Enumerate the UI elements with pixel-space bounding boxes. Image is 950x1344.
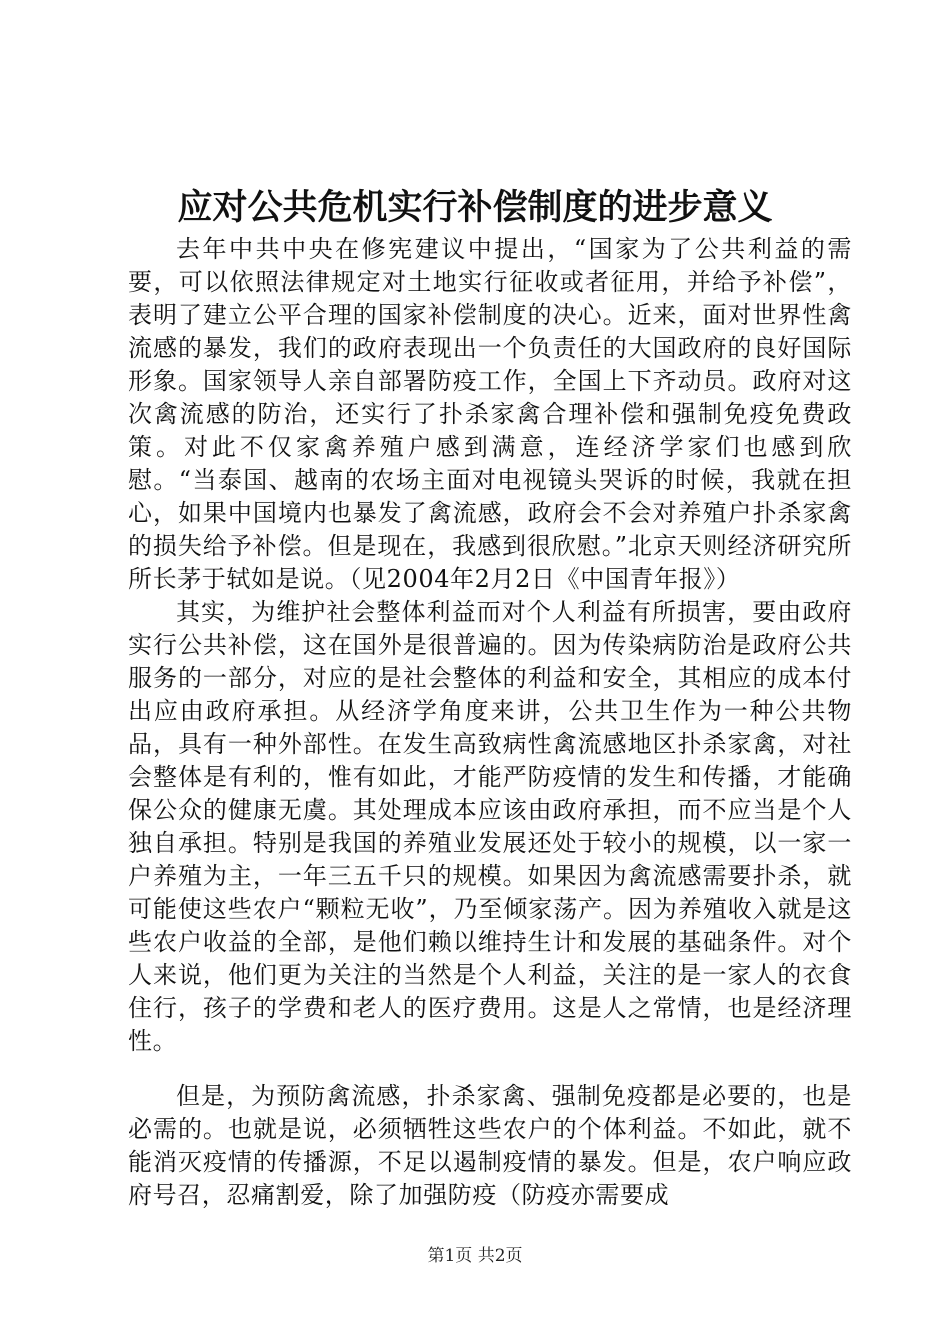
document-body (128, 233, 852, 1212)
paragraph-1: 去年中共中央在修宪建议中提出，“国家为了公共利益的需要，可以依照法律规定对土地实行征收或者征用，并给予补偿”，表明了建立公平合理的国家补偿制度的决心。近来，面对世界性禽流感的暴发，我们的政府表现出一个负责任的大国政府的良好国际形象。国家领导人亲自部署防疫工作，全国上下齐动员。政府对这次禽流感的防治，还实行了扑杀家禽合理补偿和强制免疫免费政策。对此不仅家禽养殖户感到满意，连经济学家们也感到欣慰。“当泰国、越南的农场主面对电视镜头哭诉的时候，我就在担心，如果中国境内也暴发了禽流感，政府会不会对养殖户扑杀家禽的损失给予补偿。但是现在，我感到很欣慰。”北京天则经济研究所所长茅于轼如是说。（见2004年2月2日《中国青年报》） (128, 235, 852, 593)
paragraph-3: 但是，为预防禽流感，扑杀家禽、强制免疫都是必要的，也是必需的。也就是说，必须牺牲这些农户的个体利益。不如此，就不能消灭疫情的传播源，不足以遏制疫情的暴发。但是，农户响应政府号召，忍痛割爱，除了加强防疫（防疫亦需要成 (128, 1082, 852, 1209)
page-number: 第1页 共2页 (427, 1246, 523, 1266)
document-title: 应对公共危机实行补偿制度的进步意义 (177, 187, 773, 228)
paragraph-2: 其实，为维护社会整体利益而对个人利益有所损害，要由政府实行公共补偿，这在国外是很普遍的。因为传染病防治是政府公共服务的一部分，对应的是社会整体的利益和安全，其相应的成本付出应由政府承担。从经济学角度来讲，公共卫生作为一种公共物品，具有一种外部性。在发生高致病性禽流感地区扑杀家禽，对社会整体是有利的，惟有如此，才能严防疫情的发生和传播，才能确保公众的健康无虞。其处理成本应该由政府承担，而不应当是个人独自承担。特别是我国的养殖业发展还处于较小的规模，以一家一户养殖为主，一年三五千只的规模。如果因为禽流感需要扑杀，就可能使这些农户“颗粒无收”，乃至倾家荡产。因为养殖收入就是这些农户收益的全部，是他们赖以维持生计和发展的基础条件。对个人来说，他们更为关注的当然是个人利益，关注的是一家人的衣食住行，孩子的学费和老人的医疗费用。这是人之常情，也是经济理性。 (128, 598, 852, 1055)
